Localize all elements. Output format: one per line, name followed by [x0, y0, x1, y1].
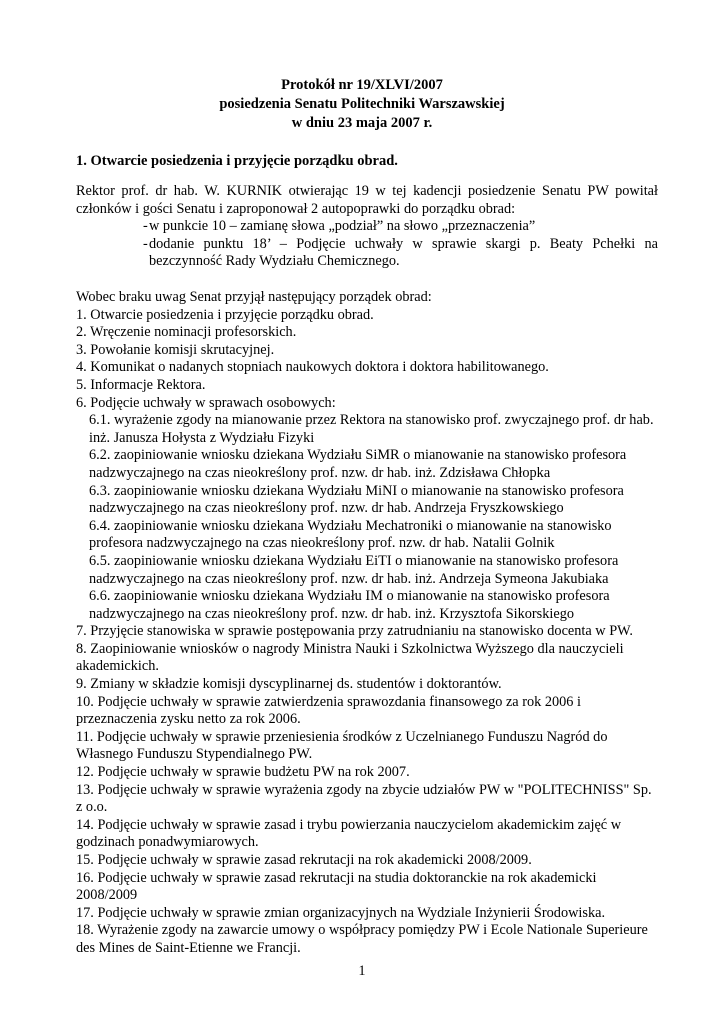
agenda-item: 9. Zmiany w składzie komisji dyscyplinarnej ds. studentów i doktorantów.	[76, 676, 502, 693]
intro-paragraph: Rektor prof. dr hab. W. KURNIK otwierając 19 w tej kadencji posiedzenie Senatu PW powitał członków i gości Senatu i zaproponował 2 autopoprawki do porządku obrad:	[76, 183, 658, 217]
agenda-subitem: 6.5. zaopiniowanie wniosku dziekana Wydziału EiTI o mianowanie na stanowisko profesora nadzwyczajnego na czas nieokreślony prof. nzw. dr hab. inż. Andrzeja Symeona Jakubiaka	[89, 552, 619, 587]
page-number: 1	[358, 963, 366, 979]
intro-block	[76, 183, 658, 271]
agenda-item: 10. Podjęcie uchwały w sprawie zatwierdzenia sprawozdania finansowego za rok 2006 i przeznaczenia zysku netto za rok 2006.	[76, 693, 581, 728]
agenda-item: 4. Komunikat o nadanych stopniach naukowych doktora i doktora habilitowanego.	[76, 359, 549, 376]
section-heading: 1. Otwarcie posiedzenia i przyjęcie porządku obrad.	[76, 153, 398, 169]
agenda-subitem: 6.2. zaopiniowanie wniosku dziekana Wydziału SiMR o mianowanie na stanowisko profesora nadzwyczajnego na czas nieokreślony prof. nzw. dr hab. inż. Zdzisława Chłopka	[89, 447, 627, 481]
title-line-3: w dniu 23 maja 2007 r.	[291, 115, 433, 131]
agenda-block	[76, 289, 658, 958]
agenda-item: 17. Podjęcie uchwały w sprawie zmian organizacyjnych na Wydziale Inżynierii Środowiska.	[76, 904, 606, 921]
agenda-item: 5. Informacje Rektora.	[76, 376, 206, 393]
agenda-item: 3. Powołanie komisji skrutacyjnej.	[76, 341, 275, 358]
agenda-item: 11. Podjęcie uchwały w sprawie przeniesienia środków z Uczelnianego Funduszu Nagród do Własnego Funduszu Stypendialnego PW.	[76, 728, 608, 763]
autopoprawki-list	[76, 218, 658, 271]
agenda-item: 6. Podjęcie uchwały w sprawach osobowych:	[76, 394, 336, 411]
agenda-item: 14. Podjęcie uchwały w sprawie zasad i trybu powierzania nauczycielom akademickim zajęć w godzinach ponadwymiarowych.	[76, 816, 622, 851]
dash-bullet: -	[143, 235, 148, 252]
list-item	[76, 236, 658, 271]
agenda-item: 13. Podjęcie uchwały w sprawie wyrażenia zgody na zbycie udziałów PW w "POLITECHNISS" Sp. z o.o.	[76, 781, 652, 816]
agenda-item: 16. Podjęcie uchwały w sprawie zasad rekrutacji na studia doktoranckie na rok akademicki 2008/2009	[76, 869, 597, 904]
dash-bullet: -	[143, 218, 148, 235]
agenda-item: 7. Przyjęcie stanowiska w sprawie postępowania przy zatrudnianiu na stanowisko docenta w PW.	[76, 623, 633, 640]
list-item	[76, 218, 658, 236]
bullet-text: w punkcie 10 – zamianę słowa „podział” na słowo „przeznaczenia”	[149, 218, 536, 235]
agenda-item: 2. Wręczenie nominacji profesorskich.	[76, 324, 297, 341]
title-line-1: Protokół nr 19/XLVI/2007	[281, 77, 443, 93]
agenda-subitem: 6.4. zaopiniowanie wniosku dziekana Wydziału Mechatroniki o mianowanie na stanowisko profesora nadzwyczajnego na czas nieokreślony prof. nzw. dr hab. Natalii Golnik	[89, 517, 612, 552]
agenda-subitem: 6.1. wyrażenie zgody na mianowanie przez Rektora na stanowisko prof. zwyczajnego prof. dr hab. inż. Janusza Hołysta z Wydziału Fizyki	[89, 412, 654, 446]
title-line-2: posiedzenia Senatu Politechniki Warszawskiej	[219, 96, 505, 112]
document-title	[0, 76, 724, 133]
bullet-text: dodanie punktu 18’ – Podjęcie uchwały w sprawie skargi p. Beaty Pchełki na bezczynność Rady Wydziału Chemicznego.	[149, 235, 658, 270]
agenda-item: 15. Podjęcie uchwały w sprawie zasad rekrutacji na rok akademicki 2008/2009.	[76, 852, 532, 868]
agenda-intro: Wobec braku uwag Senat przyjął następujący porządek obrad:	[76, 289, 432, 305]
agenda-subitem: 6.6. zaopiniowanie wniosku dziekana Wydziału IM o mianowanie na stanowisko profesora nadzwyczajnego na czas nieokreślony prof. nzw. dr hab. inż. Krzysztofa Sikorskiego	[89, 588, 610, 622]
agenda-item: 18. Wyrażenie zgody na zawarcie umowy o współpracy pomiędzy PW i Ecole Nationale Superieure des Mines de Saint-Etienne we Francji.	[76, 922, 648, 956]
agenda-item: 8. Zaopiniowanie wniosków o nagrody Ministra Nauki i Szkolnictwa Wyższego dla nauczycieli akademickich.	[76, 640, 624, 675]
agenda-subitem: 6.3. zaopiniowanie wniosku dziekana Wydziału MiNI o mianowanie na stanowisko profesora nadzwyczajnego na czas nieokreślony prof. nzw. dr hab. Andrzeja Fryszkowskiego	[89, 482, 624, 517]
agenda-item: 12. Podjęcie uchwały w sprawie budżetu PW na rok 2007.	[76, 764, 410, 781]
agenda-item: 1. Otwarcie posiedzenia i przyjęcie porządku obrad.	[76, 306, 374, 323]
